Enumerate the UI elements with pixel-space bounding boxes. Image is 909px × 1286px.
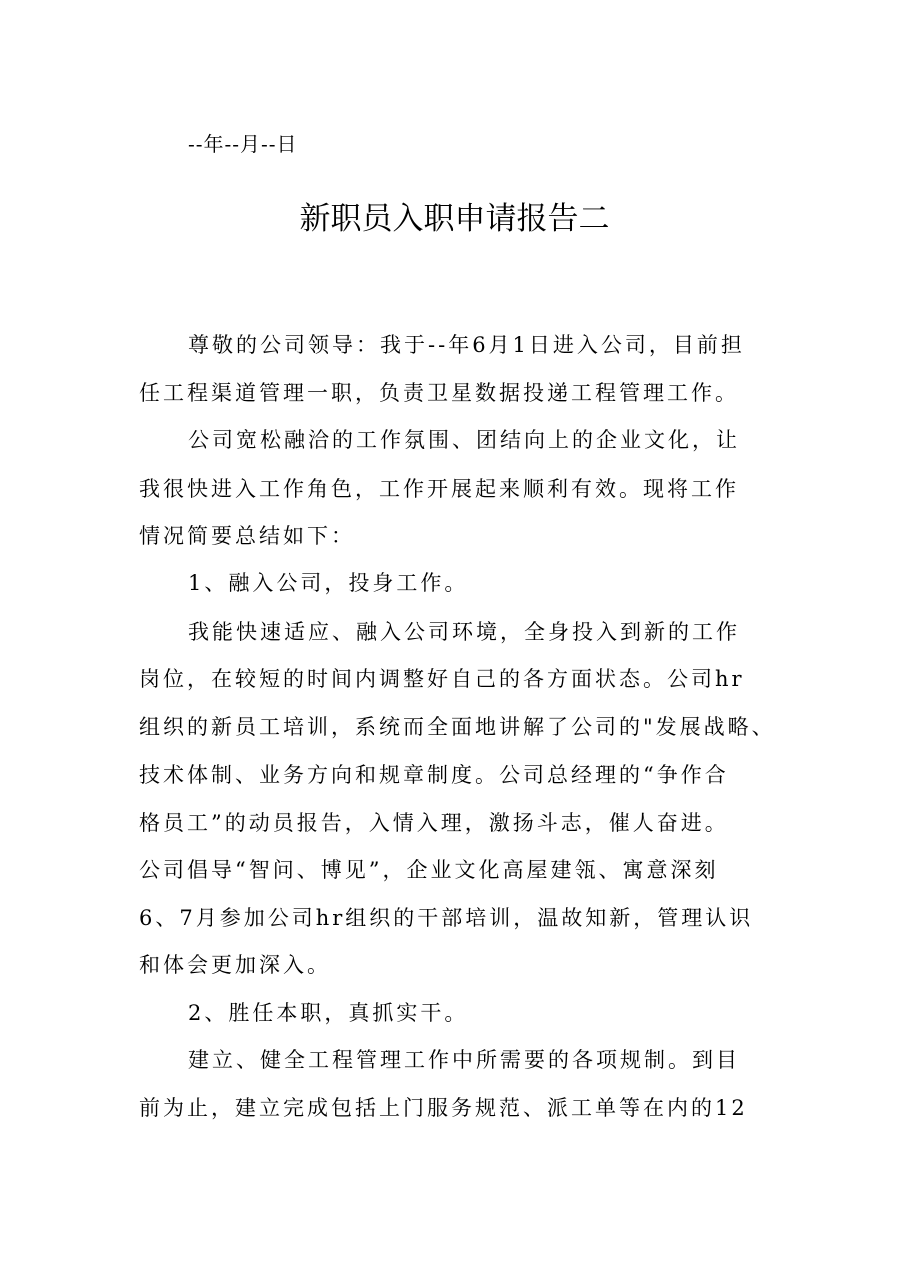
paragraph-line: 6、7月参加公司hr组织的干部培训，温故知新，管理认识 xyxy=(139,906,754,930)
paragraph-line: 公司倡导“智问、博见”，企业文化高屋建瓴、寓意深刻 xyxy=(139,858,719,882)
paragraph-line: 公司宽松融洽的工作氛围、团结向上的企业文化，让 xyxy=(188,428,740,452)
paragraph-line: 情况简要总结如下： xyxy=(139,524,355,548)
date-line: --年--月--日 xyxy=(188,132,298,156)
paragraph-line: 格员工”的动员报告，入情入理，激扬斗志，催人奋进。 xyxy=(139,811,729,835)
paragraph-line: 岗位，在较短的时间内调整好自己的各方面状态。公司hr xyxy=(139,667,745,691)
paragraph-line: 我能快速适应、融入公司环境，全身投入到新的工作 xyxy=(188,620,740,644)
section-heading: 1、融入公司，投身工作。 xyxy=(188,571,469,595)
document-title: 新职员入职申请报告二 xyxy=(299,201,610,237)
paragraph-line: 尊敬的公司领导：我于--年6月1日进入公司，目前担 xyxy=(188,333,745,357)
paragraph-line: 任工程渠道管理一职，负责卫星数据投递工程管理工作。 xyxy=(139,381,739,405)
paragraph-line: 组织的新员工培训，系统而全面地讲解了公司的"发展战略、 xyxy=(139,715,776,739)
paragraph-line: 我很快进入工作角色，工作开展起来顺利有效。现将工作 xyxy=(139,477,739,501)
paragraph-line: 建立、健全工程管理工作中所需要的各项规制。到目 xyxy=(188,1048,740,1072)
paragraph-line: 前为止，建立完成包括上门服务规范、派工单等在内的12 xyxy=(139,1096,748,1120)
section-heading: 2、胜任本职，真抓实干。 xyxy=(188,1001,469,1025)
paragraph-line: 和体会更加深入。 xyxy=(139,953,331,977)
paragraph-line: 技术体制、业务方向和规章制度。公司总经理的“争作合 xyxy=(139,763,729,787)
